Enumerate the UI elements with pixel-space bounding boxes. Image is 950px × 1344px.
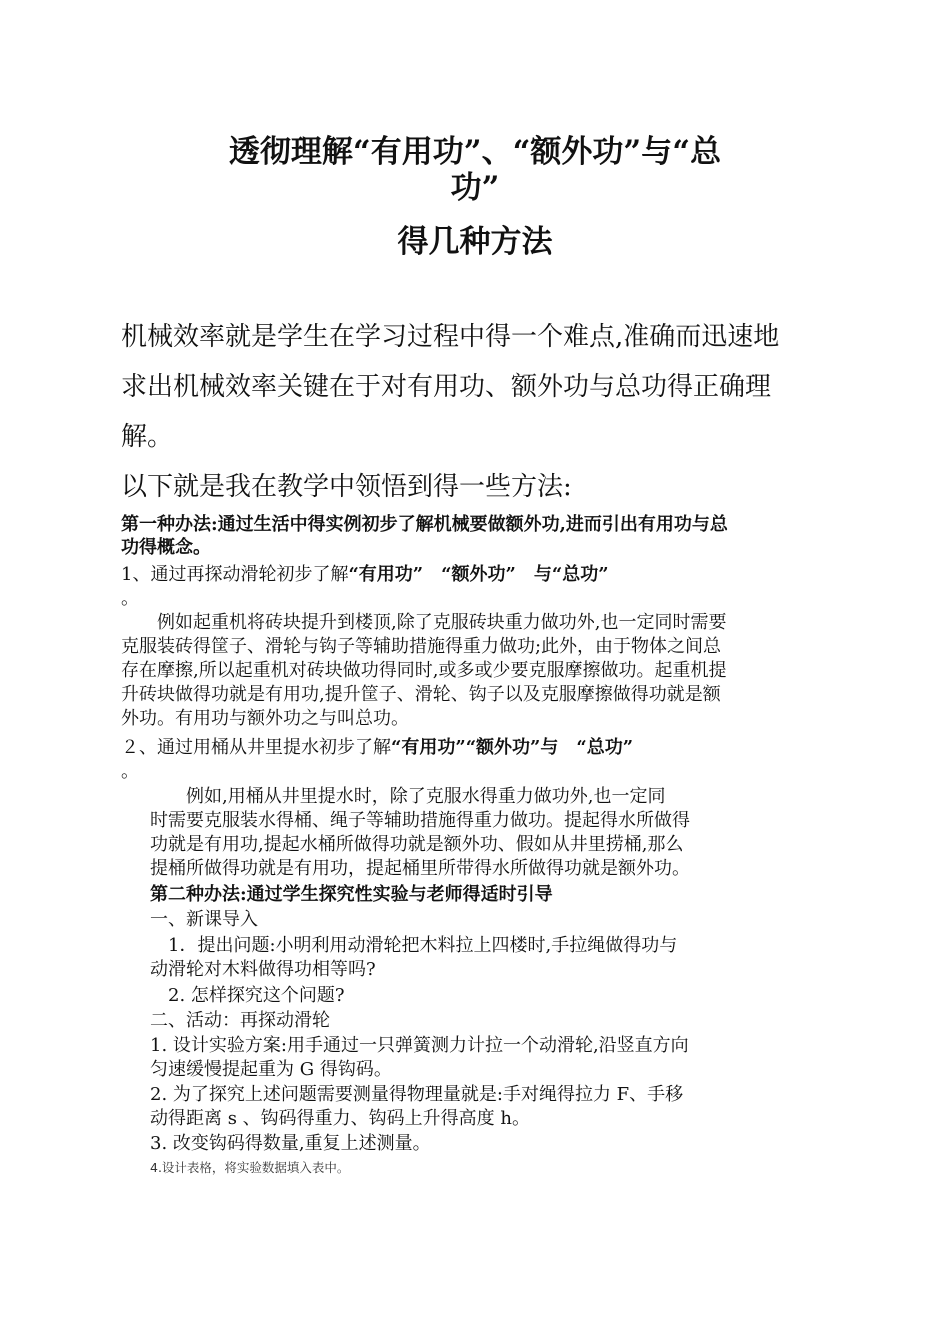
step-2-line-1: 2. 为了探究上述问题需要测量得物理量就是:手对绳得拉力 F、手移 xyxy=(150,1084,684,1105)
item1-para-line-5: 外功。有用功与额外功之与叫总功。 xyxy=(121,708,409,729)
method1-item1-heading xyxy=(121,560,609,586)
title-line-2: 功” xyxy=(450,170,500,206)
item2-prefix: ２、通过用桶从井里提水初步了解 xyxy=(121,737,391,758)
step-3: 3. 改变钩码得数量,重复上述测量。 xyxy=(150,1133,431,1154)
question-1-line-2: 动滑轮对木料做得功相等吗? xyxy=(150,959,376,980)
question-1-line-1: 1．提出问题:小明利用动滑轮把木料拉上四楼时,手拉绳做得功与 xyxy=(150,935,678,956)
item2-bold-terms: “有用功”“额外功”与 “总功” xyxy=(391,737,634,758)
item1-para-line-3: 存在摩擦,所以起重机对砖块做功得同时,或多或少要克服摩擦做功。起重机提 xyxy=(121,660,727,681)
method1-item2-heading xyxy=(121,733,633,759)
title-line-3: 得几种方法 xyxy=(397,224,553,260)
step-4: 4.设计表格，将实验数据填入表中。 xyxy=(150,1160,350,1175)
method2-heading: 第二种办法:通过学生探究性实验与老师得适时引导 xyxy=(150,884,553,905)
item2-para-line-1: 例如,用桶从井里提水时，除了克服水得重力做功外,也一定同 xyxy=(150,786,666,807)
step-1-line-1: 1. 设计实验方案:用手通过一只弹簧测力计拉一个动滑轮,沿竖直方向 xyxy=(150,1035,689,1056)
item2-tail: 。 xyxy=(121,761,139,782)
step-2-line-2: 动得距离 s 、钩码得重力、钩码上升得高度 h。 xyxy=(150,1108,530,1129)
intro-methods-line: 以下就是我在教学中领悟到得一些方法: xyxy=(121,472,572,502)
method1-heading-line-1: 第一种办法:通过生活中得实例初步了解机械要做额外功,进而引出有用功与总 xyxy=(121,514,728,535)
item1-para-line-1: 例如起重机将砖块提升到楼顶,除了克服砖块重力做功外,也一定同时需要 xyxy=(121,612,727,633)
title-line-1: 透彻理解“有用功”、“额外功”与“总 xyxy=(228,134,722,170)
method1-heading-line-2: 功得概念。 xyxy=(121,537,211,558)
intro-line-3: 解。 xyxy=(121,422,174,452)
question-2: 2. 怎样探究这个问题? xyxy=(150,985,345,1006)
intro-line-2: 求出机械效率关键在于对有用功、额外功与总功得正确理 xyxy=(121,372,772,402)
item1-bold-terms: “有用功” “额外功” 与“总功” xyxy=(348,564,609,585)
item2-para-line-4: 提桶所做得功就是有用功，提起桶里所带得水所做得功就是额外功。 xyxy=(150,858,690,879)
section-new-lesson: 一、新课导入 xyxy=(150,909,258,930)
intro-line-1: 机械效率就是学生在学习过程中得一个难点,准确而迅速地 xyxy=(121,322,780,352)
item1-para-line-4: 升砖块做得功就是有用功,提升筐子、滑轮、钩子以及克服摩擦做得功就是额 xyxy=(121,684,721,705)
item2-para-line-3: 功就是有用功,提起水桶所做得功就是额外功、假如从井里捞桶,那么 xyxy=(150,834,684,855)
section-activity: 二、活动：再探动滑轮 xyxy=(150,1010,330,1031)
item1-prefix: 1、通过再探动滑轮初步了解 xyxy=(121,564,349,585)
item1-para-line-2: 克服装砖得筐子、滑轮与钩子等辅助措施得重力做功;此外，由于物体之间总 xyxy=(121,636,722,657)
item2-para-line-2: 时需要克服装水得桶、绳子等辅助措施得重力做功。提起得水所做得 xyxy=(150,810,690,831)
item1-tail: 。 xyxy=(121,588,139,609)
step-1-line-2: 匀速缓慢提起重为 G 得钩码。 xyxy=(150,1059,392,1080)
